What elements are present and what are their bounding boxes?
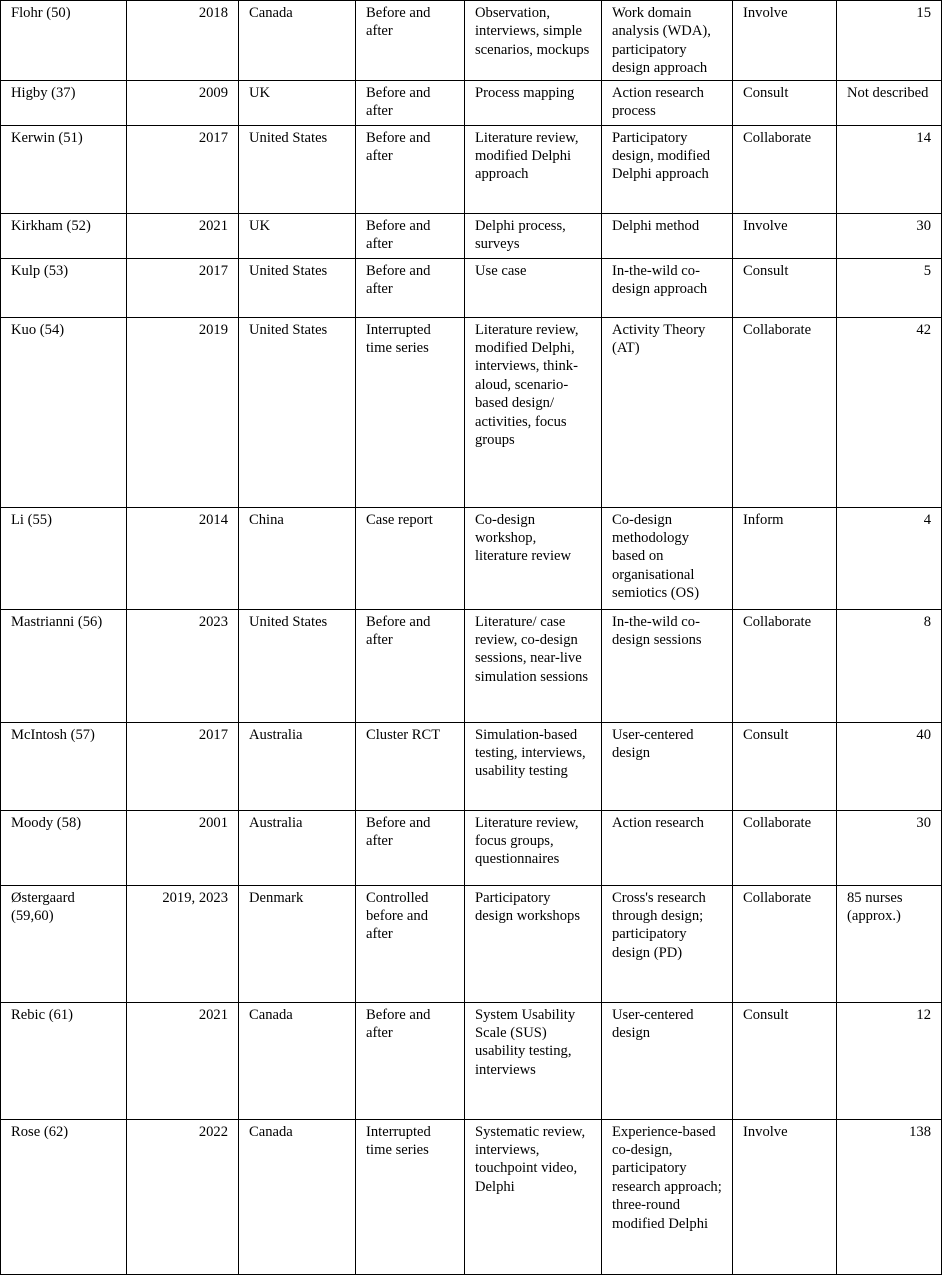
cell-author: McIntosh (57) bbox=[1, 722, 127, 810]
cell-engagement-level: Inform bbox=[733, 507, 837, 609]
cell-participants: 30 bbox=[837, 810, 942, 885]
cell-author: Rose (62) bbox=[1, 1119, 127, 1274]
cell-participants: 138 bbox=[837, 1119, 942, 1274]
cell-study-design: Before and after bbox=[356, 609, 465, 722]
cell-study-design: Controlled before and after bbox=[356, 885, 465, 1002]
cell-framework: Action research process bbox=[602, 80, 733, 125]
cell-engagement-level: Involve bbox=[733, 213, 837, 258]
cell-country: United States bbox=[239, 258, 356, 317]
cell-methods: Use case bbox=[465, 258, 602, 317]
cell-methods: Co-design workshop, literature review bbox=[465, 507, 602, 609]
cell-engagement-level: Consult bbox=[733, 1002, 837, 1119]
cell-author: Kuo (54) bbox=[1, 317, 127, 507]
cell-methods: Literature/ case review, co-design sessions, near-live simulation sessions bbox=[465, 609, 602, 722]
cell-country: Canada bbox=[239, 1119, 356, 1274]
table-row bbox=[1, 317, 942, 507]
cell-country: Denmark bbox=[239, 885, 356, 1002]
cell-author: Flohr (50) bbox=[1, 1, 127, 81]
cell-country: UK bbox=[239, 213, 356, 258]
cell-year: 2017 bbox=[127, 125, 239, 213]
cell-country: Canada bbox=[239, 1002, 356, 1119]
cell-engagement-level: Collaborate bbox=[733, 317, 837, 507]
cell-participants: Not described bbox=[837, 80, 942, 125]
cell-year: 2021 bbox=[127, 213, 239, 258]
cell-author: Rebic (61) bbox=[1, 1002, 127, 1119]
table-row bbox=[1, 885, 942, 1002]
cell-country: United States bbox=[239, 125, 356, 213]
cell-framework: In-the-wild co-design sessions bbox=[602, 609, 733, 722]
cell-engagement-level: Involve bbox=[733, 1119, 837, 1274]
cell-framework: Delphi method bbox=[602, 213, 733, 258]
cell-engagement-level: Consult bbox=[733, 722, 837, 810]
table-row bbox=[1, 810, 942, 885]
cell-year: 2019, 2023 bbox=[127, 885, 239, 1002]
cell-study-design: Interrupted time series bbox=[356, 1119, 465, 1274]
cell-author: Mastrianni (56) bbox=[1, 609, 127, 722]
cell-year: 2001 bbox=[127, 810, 239, 885]
cell-methods: Literature review, modified Delphi, interviews, think-aloud, scenario-based design/ activities, focus groups bbox=[465, 317, 602, 507]
cell-engagement-level: Collaborate bbox=[733, 885, 837, 1002]
cell-framework: In-the-wild co-design approach bbox=[602, 258, 733, 317]
table-row bbox=[1, 125, 942, 213]
cell-engagement-level: Collaborate bbox=[733, 810, 837, 885]
cell-author: Østergaard (59,60) bbox=[1, 885, 127, 1002]
cell-engagement-level: Collaborate bbox=[733, 609, 837, 722]
cell-participants: 8 bbox=[837, 609, 942, 722]
cell-study-design: Before and after bbox=[356, 1002, 465, 1119]
cell-methods: Participatory design workshops bbox=[465, 885, 602, 1002]
cell-methods: Delphi process, surveys bbox=[465, 213, 602, 258]
cell-methods: Simulation-based testing, interviews, usability testing bbox=[465, 722, 602, 810]
table-row bbox=[1, 1002, 942, 1119]
cell-study-design: Before and after bbox=[356, 125, 465, 213]
cell-country: Canada bbox=[239, 1, 356, 81]
cell-participants: 14 bbox=[837, 125, 942, 213]
cell-year: 2014 bbox=[127, 507, 239, 609]
cell-year: 2023 bbox=[127, 609, 239, 722]
cell-year: 2009 bbox=[127, 80, 239, 125]
cell-participants: 30 bbox=[837, 213, 942, 258]
cell-participants: 15 bbox=[837, 1, 942, 81]
cell-participants: 42 bbox=[837, 317, 942, 507]
cell-participants: 12 bbox=[837, 1002, 942, 1119]
cell-country: UK bbox=[239, 80, 356, 125]
cell-study-design: Cluster RCT bbox=[356, 722, 465, 810]
table-row bbox=[1, 213, 942, 258]
cell-author: Higby (37) bbox=[1, 80, 127, 125]
cell-engagement-level: Collaborate bbox=[733, 125, 837, 213]
table-row bbox=[1, 722, 942, 810]
cell-engagement-level: Consult bbox=[733, 80, 837, 125]
cell-author: Kirkham (52) bbox=[1, 213, 127, 258]
cell-framework: Activity Theory (AT) bbox=[602, 317, 733, 507]
cell-methods: Literature review, focus groups, questionnaires bbox=[465, 810, 602, 885]
cell-study-design: Before and after bbox=[356, 213, 465, 258]
cell-engagement-level: Consult bbox=[733, 258, 837, 317]
cell-methods: Systematic review, interviews, touchpoint video, Delphi bbox=[465, 1119, 602, 1274]
cell-study-design: Interrupted time series bbox=[356, 317, 465, 507]
cell-framework: Work domain analysis (WDA), participatory design approach bbox=[602, 1, 733, 81]
cell-methods: Observation, interviews, simple scenarios, mockups bbox=[465, 1, 602, 81]
cell-methods: Process mapping bbox=[465, 80, 602, 125]
table-row bbox=[1, 1, 942, 81]
cell-framework: User-centered design bbox=[602, 722, 733, 810]
table-body bbox=[1, 1, 942, 1275]
cell-participants: 5 bbox=[837, 258, 942, 317]
cell-year: 2021 bbox=[127, 1002, 239, 1119]
cell-country: United States bbox=[239, 317, 356, 507]
cell-framework: Experience-based co-design, participatory research approach; three-round modified Delphi bbox=[602, 1119, 733, 1274]
cell-framework: Co-design methodology based on organisational semiotics (OS) bbox=[602, 507, 733, 609]
cell-study-design: Before and after bbox=[356, 810, 465, 885]
cell-author: Kulp (53) bbox=[1, 258, 127, 317]
cell-engagement-level: Involve bbox=[733, 1, 837, 81]
cell-study-design: Before and after bbox=[356, 1, 465, 81]
cell-framework: Participatory design, modified Delphi approach bbox=[602, 125, 733, 213]
cell-country: Australia bbox=[239, 810, 356, 885]
cell-author: Moody (58) bbox=[1, 810, 127, 885]
cell-participants: 40 bbox=[837, 722, 942, 810]
table-row bbox=[1, 80, 942, 125]
cell-year: 2017 bbox=[127, 722, 239, 810]
cell-methods: System Usability Scale (SUS) usability testing, interviews bbox=[465, 1002, 602, 1119]
cell-year: 2017 bbox=[127, 258, 239, 317]
table-row bbox=[1, 258, 942, 317]
table-row bbox=[1, 1119, 942, 1274]
cell-country: Australia bbox=[239, 722, 356, 810]
cell-author: Li (55) bbox=[1, 507, 127, 609]
cell-year: 2019 bbox=[127, 317, 239, 507]
cell-year: 2018 bbox=[127, 1, 239, 81]
cell-study-design: Before and after bbox=[356, 258, 465, 317]
cell-country: China bbox=[239, 507, 356, 609]
cell-year: 2022 bbox=[127, 1119, 239, 1274]
cell-framework: Action research bbox=[602, 810, 733, 885]
cell-author: Kerwin (51) bbox=[1, 125, 127, 213]
table-row bbox=[1, 507, 942, 609]
cell-study-design: Case report bbox=[356, 507, 465, 609]
cell-framework: Cross's research through design; participatory design (PD) bbox=[602, 885, 733, 1002]
cell-participants: 85 nurses (approx.) bbox=[837, 885, 942, 1002]
cell-study-design: Before and after bbox=[356, 80, 465, 125]
cell-country: United States bbox=[239, 609, 356, 722]
table-row bbox=[1, 609, 942, 722]
cell-framework: User-centered design bbox=[602, 1002, 733, 1119]
cell-participants: 4 bbox=[837, 507, 942, 609]
cell-methods: Literature review, modified Delphi approach bbox=[465, 125, 602, 213]
